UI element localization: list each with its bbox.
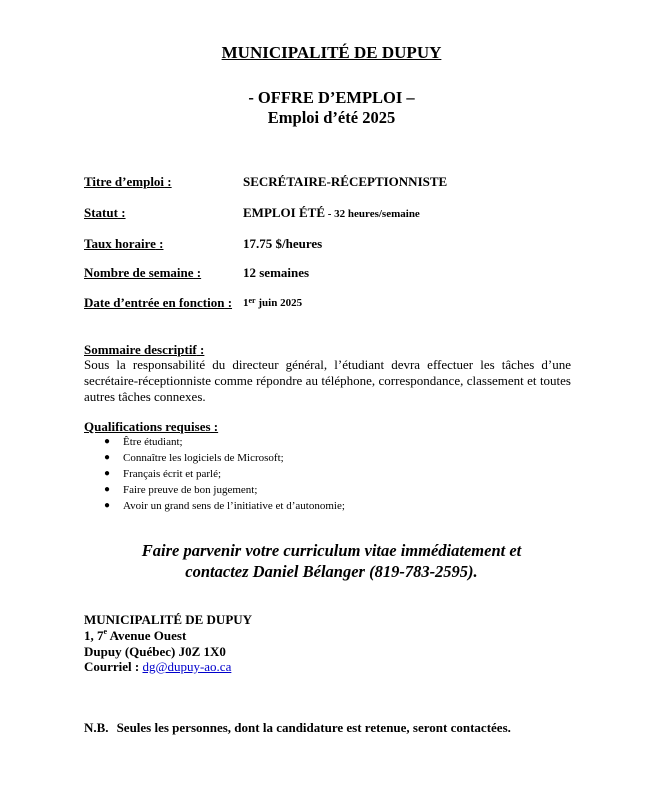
start-date-value: 1er juin 2025 (243, 296, 303, 309)
job-title-value: SECRÉTAIRE-RÉCEPTIONNISTE (243, 174, 448, 189)
list-item: ● Faire preuve de bon jugement; (104, 484, 258, 496)
job-title-label: Titre d’emploi : (84, 174, 172, 189)
list-item: ● Connaître les logiciels de Microsoft; (104, 452, 284, 464)
bullet-icon: ● (104, 468, 111, 479)
start-date-label: Date d’entrée en fonction : (84, 295, 233, 310)
bullet-icon: ● (104, 452, 111, 463)
qualifications-list (84, 434, 345, 514)
status-hours-note: - 32 heures/semaine (325, 208, 420, 220)
apply-instruction-line-1: Faire parvenir votre curriculum vitae immédiatement et (141, 541, 522, 560)
status-value: EMPLOI ÉTÉ - 32 heures/semaine (243, 205, 420, 220)
summary-text: Sous la responsabilité du directeur général, l’étudiant devra effectuer les tâches d’une secrétaire-réceptionniste comme répondre au téléphone, correspondance, classement et toutes autres tâches connexes. (84, 357, 571, 404)
page-title: MUNICIPALITÉ DE DUPUY (221, 43, 442, 62)
offer-subtitle: Emploi d’été 2025 (267, 108, 396, 127)
offer-heading: - OFFRE D’EMPLOI – (248, 88, 415, 107)
bullet-icon: ● (104, 484, 111, 495)
address-city: Dupuy (Québec) J0Z 1X0 (84, 644, 226, 659)
list-item: ● Français écrit et parlé; (104, 468, 222, 480)
apply-instruction-line-2: contactez Daniel Bélanger (819-783-2595). (185, 562, 478, 581)
list-item: ● Avoir un grand sens de l’initiative et d’autonomie; (104, 500, 345, 512)
address-name: MUNICIPALITÉ DE DUPUY (84, 612, 253, 627)
address-email: Courriel : dg@dupuy-ao.ca (84, 659, 232, 674)
note-text: Seules les personnes, dont la candidature est retenue, seront contactées. (116, 720, 511, 735)
hourly-rate-value: 17.75 $/heures (243, 236, 323, 251)
note-label: N.B. (84, 720, 109, 735)
address-street: 1, 7e Avenue Ouest (84, 627, 187, 643)
bullet-icon: ● (104, 436, 111, 447)
weeks-value: 12 semaines (243, 265, 310, 280)
summary-heading: Sommaire descriptif : (84, 342, 205, 357)
status-label: Statut : (84, 205, 126, 220)
list-item: ● Être étudiant; (104, 436, 183, 448)
bullet-icon: ● (104, 500, 111, 511)
weeks-label: Nombre de semaine : (84, 265, 202, 280)
hourly-rate-label: Taux horaire : (84, 236, 164, 251)
note-line (84, 720, 511, 736)
email-link[interactable]: dg@dupuy-ao.ca (142, 659, 232, 674)
qualifications-heading: Qualifications requises : (84, 419, 219, 434)
